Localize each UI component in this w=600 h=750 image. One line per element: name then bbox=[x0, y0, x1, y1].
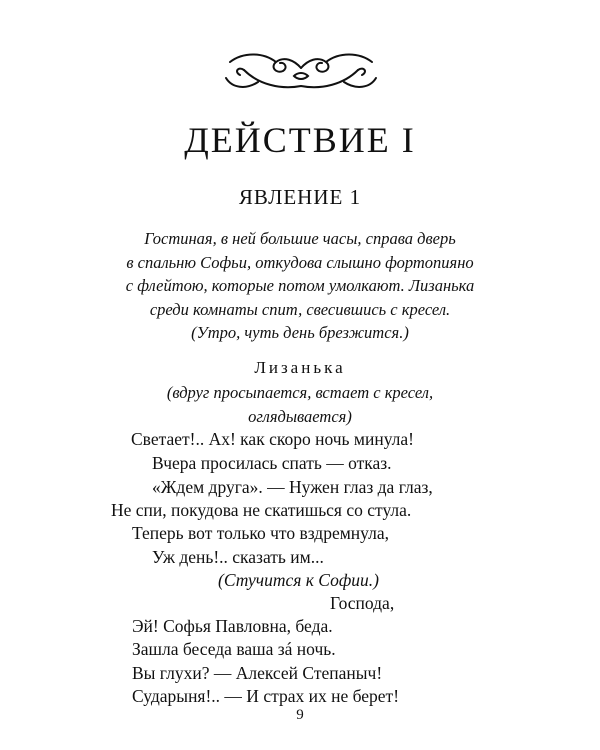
stage-direction-line: в спальню Софьи, откудова слышно фортопияно bbox=[126, 252, 474, 272]
stage-direction-line: Гостиная, в ней большие часы, справа дверь bbox=[144, 229, 456, 248]
verse-line: Господа, bbox=[330, 593, 395, 613]
verse-line: «Ждем друга». — Нужен глаз да глаз, bbox=[152, 477, 433, 497]
verse-line: Уж день!.. сказать им... bbox=[152, 547, 324, 567]
verse-line: Светает!.. Ах! как скоро ночь минула! bbox=[131, 429, 415, 449]
stage-direction bbox=[0, 227, 600, 345]
stage-direction-line: с флейтою, которые потом умолкают. Лизанька bbox=[125, 276, 475, 295]
speaker-name: Лизанька bbox=[254, 358, 346, 377]
verse-line: Зашла беседа ваша зá ночь. bbox=[132, 639, 336, 659]
verse-line: Сударыня!.. — И страх их не берет! bbox=[132, 686, 400, 706]
act-title: ДЕЙСТВИЕ I bbox=[184, 120, 416, 160]
page-number: 9 bbox=[296, 707, 304, 723]
speaker-direction-line: оглядывается) bbox=[248, 407, 352, 426]
speaker-direction bbox=[0, 381, 600, 429]
verse-line: Эй! Софья Павловна, беда. bbox=[132, 616, 333, 636]
stage-direction-line: (Утро, чуть день брезжится.) bbox=[191, 323, 409, 342]
verse-line: Не спи, покудова не скатишься со стула. bbox=[111, 500, 412, 520]
verse-line: Вы глухи? — Алексей Степаныч! bbox=[132, 663, 383, 683]
verse-stage-direction: (Стучится к Софии.) bbox=[218, 570, 379, 590]
scene-title: ЯВЛЕНИЕ 1 bbox=[238, 185, 362, 209]
speaker-direction-line: (вдруг просыпается, встает с кресел, bbox=[166, 383, 434, 402]
verse-line: Теперь вот только что вздремнула, bbox=[132, 523, 390, 543]
flourish-ornament-icon bbox=[218, 40, 384, 100]
stage-direction-line: среди комнаты спит, свесившись с кресел. bbox=[149, 299, 451, 319]
verse-line: Вчера просилась спать — отказ. bbox=[152, 453, 392, 473]
